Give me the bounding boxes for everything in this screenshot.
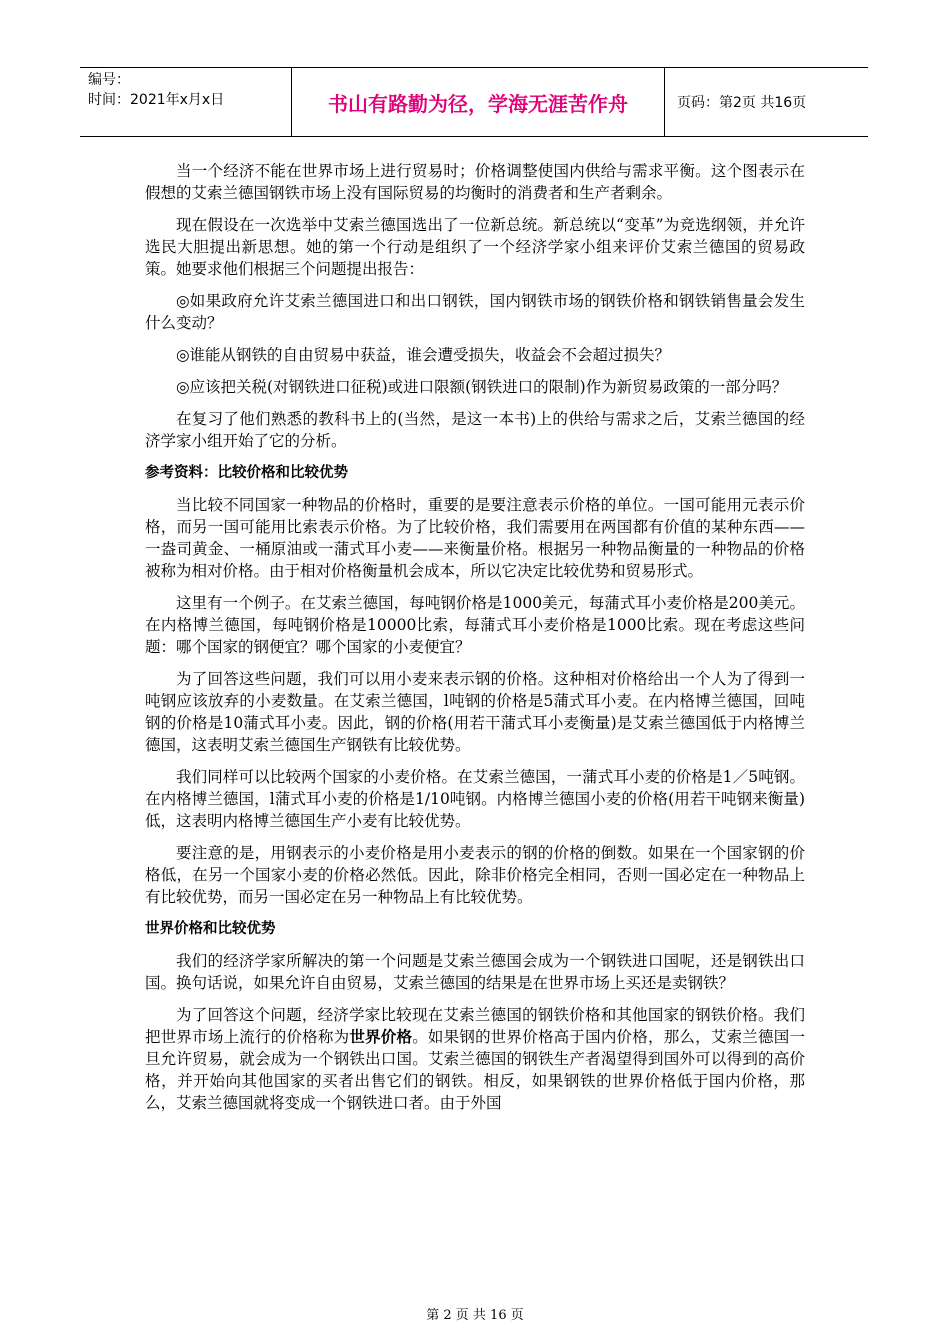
document-body [145,160,805,1124]
paragraph: 当一个经济不能在世界市场上进行贸易时；价格调整使国内供给与需求平衡。这个图表示在假想的艾索兰德国钢铁市场上没有国际贸易的均衡时的消费者和生产者剩余。 [145,162,805,202]
paragraph: 这里有一个例子。在艾索兰德国，每吨钢价格是1000美元，每蒲式耳小麦价格是200美元。在内格博兰德国，每吨钢价格是10000比索，每蒲式耳小麦价格是1000比索。现在考虑这些问题：哪个国家的钢便宜？哪个国家的小麦便宜？ [145,594,805,656]
header-page-label: 页码：第2页 共16页 [677,95,807,111]
paragraph-text: 。如果钢的世界价格高于国内价格，那么，艾索兰德国一旦允许贸易，就会成为一个钢铁出口国。艾索兰德国的钢铁生产者渴望得到国外可以得到的高价格，并开始向其他国家的买者出售它们的钢铁。相反，如果钢铁的世界价格低于国内价格，那么，艾索兰德国就将变成一个钢铁进口者。由于外国 [145,1028,805,1112]
paragraph: 要注意的是，用钢表示的小麦价格是用小麦表示的钢的价格的倒数。如果在一个国家钢的价格低，在另一个国家小麦的价格必然低。因此，除非价格完全相同，否则一国必定在一种物品上有比较优势，而另一国必定在另一种物品上有比较优势。 [145,844,805,906]
paragraph [145,1004,805,1114]
paragraph-text: 为了回答这个问题，经济学家比较现在艾索兰德国的钢铁价格和其他国家的钢铁价格。我们把世界市场上流行的价格称为 [145,1006,805,1046]
header-motto: 书山有路勤为径，学海无涯苦作舟 [291,68,665,136]
time-label: 时间：2021年x月x日 [88,92,225,108]
bullet-question-2: ◎谁能从钢铁的自由贸易中获益，谁会遭受损失，收益会不会超过损失？ [176,346,671,364]
page-header [80,67,868,137]
paragraph: 现在假设在一次选举中艾索兰德国选出了一位新总统。新总统以“变革”为竞选纲领，并允许选民大胆提出新思想。她的第一个行动是组织了一个经济学家小组来评价艾索兰德国的贸易政策。她要求他们根据三个问题提出报告： [145,216,805,278]
number-label: 编号： [88,72,130,88]
page-footer: 第 2 页 共 16 页 [426,1308,524,1323]
paragraph: 在复习了他们熟悉的教科书上的(当然，是这一本书)上的供给与需求之后，艾索兰德国的经济学家小组开始了它的分析。 [145,410,805,450]
header-meta [80,68,291,136]
section-heading: 参考资料：比较价格和比较优势 [145,465,348,481]
bold-term: 世界价格 [349,1028,413,1046]
section-heading: 世界价格和比较优势 [145,921,276,937]
bullet-question-1: ◎如果政府允许艾索兰德国进口和出口钢铁，国内钢铁市场的钢铁价格和钢铁销售量会发生什么变动？ [145,292,805,332]
paragraph: 我们的经济学家所解决的第一个问题是艾索兰德国会成为一个钢铁进口国呢，还是钢铁出口国。换句话说，如果允许自由贸易，艾索兰德国的结果是在世界市场上买还是卖钢铁？ [145,952,805,992]
paragraph: 我们同样可以比较两个国家的小麦价格。在艾索兰德国，一蒲式耳小麦的价格是1／5吨钢。在内格博兰德国，l蒲式耳小麦的价格是1/10吨钢。内格博兰德国小麦的价格(用若干吨钢来衡量)低，这表明内格博兰德国生产小麦有比较优势。 [145,768,805,830]
bullet-question-3: ◎应该把关税(对钢铁进口征税)或进口限额(钢铁进口的限制)作为新贸易政策的一部分吗？ [176,378,788,396]
paragraph: 当比较不同国家一种物品的价格时，重要的是要注意表示价格的单位。一国可能用元表示价格，而另一国可能用比索表示价格。为了比较价格，我们需要用在两国都有价值的某种东西——一盎司黄金、一桶原油或一蒲式耳小麦——来衡量价格。根据另一种物品衡量的一种物品的价格被称为相对价格。由于相对价格衡量机会成本，所以它决定比较优势和贸易形式。 [145,496,805,580]
paragraph: 为了回答这些问题，我们可以用小麦来表示钢的价格。这种相对价格给出一个人为了得到一吨钢应该放弃的小麦数量。在艾索兰德国，l吨钢的价格是5蒲式耳小麦。在内格博兰德国，回吨钢的价格是10蒲式耳小麦。因此，钢的价格(用若干蒲式耳小麦衡量)是艾索兰德国低于内格博兰德国，这表明艾索兰德国生产钢铁有比较优势。 [145,670,805,754]
